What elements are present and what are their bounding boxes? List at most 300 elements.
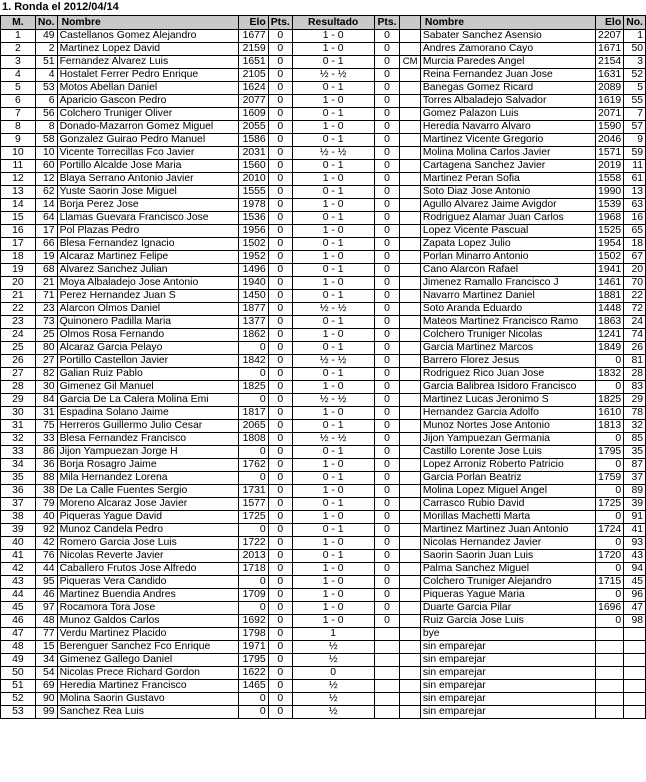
white-points-cell: 0 [268, 524, 292, 537]
black-number-cell [624, 628, 646, 641]
header-resultado: Resultado [292, 16, 374, 30]
match-number-cell: 13 [1, 186, 36, 199]
black-name-cell: sin emparejar [420, 641, 595, 654]
white-number-cell: 86 [35, 446, 57, 459]
result-cell: 1 - 0 [292, 407, 374, 420]
white-elo-cell: 1651 [238, 56, 268, 69]
black-elo-cell: 1631 [596, 69, 624, 82]
match-number-cell: 48 [1, 641, 36, 654]
black-elo-cell: 1571 [596, 147, 624, 160]
black-number-cell: 5 [624, 82, 646, 95]
result-cell: 1 - 0 [292, 173, 374, 186]
match-number-cell: 10 [1, 147, 36, 160]
black-points-cell [374, 693, 400, 706]
black-name-cell: Duarte Garcia Pilar [420, 602, 595, 615]
match-number-cell: 23 [1, 316, 36, 329]
black-number-cell: 74 [624, 329, 646, 342]
black-name-cell: sin emparejar [420, 667, 595, 680]
black-elo-cell [596, 667, 624, 680]
match-number-cell: 42 [1, 563, 36, 576]
black-number-cell: 52 [624, 69, 646, 82]
match-number-cell: 37 [1, 498, 36, 511]
white-name-cell: Llamas Guevara Francisco Jose [57, 212, 238, 225]
black-points-cell: 0 [374, 212, 400, 225]
result-cell: 0 [292, 667, 374, 680]
black-elo-cell: 1863 [596, 316, 624, 329]
white-number-cell: 76 [35, 550, 57, 563]
white-name-cell: Verdu Martinez Placido [57, 628, 238, 641]
black-name-cell: bye [420, 628, 595, 641]
white-points-cell: 0 [268, 355, 292, 368]
white-points-cell: 0 [268, 30, 292, 43]
white-points-cell: 0 [268, 589, 292, 602]
match-number-cell: 18 [1, 251, 36, 264]
black-points-cell [374, 628, 400, 641]
white-elo-cell: 1722 [238, 537, 268, 550]
table-row [1, 147, 646, 160]
title-flag-cell [400, 420, 420, 433]
result-cell: 1 - 0 [292, 615, 374, 628]
white-number-cell: 38 [35, 485, 57, 498]
white-name-cell: De La Calle Fuentes Sergio [57, 485, 238, 498]
table-row [1, 30, 646, 43]
black-name-cell: Sabater Sanchez Asensio [420, 30, 595, 43]
match-number-cell: 29 [1, 394, 36, 407]
title-flag-cell [400, 30, 420, 43]
white-number-cell: 62 [35, 186, 57, 199]
white-elo-cell: 1624 [238, 82, 268, 95]
black-number-cell: 47 [624, 602, 646, 615]
white-name-cell: Piqueras Yague David [57, 511, 238, 524]
black-points-cell: 0 [374, 615, 400, 628]
match-number-cell: 5 [1, 82, 36, 95]
white-points-cell: 0 [268, 706, 292, 719]
white-points-cell: 0 [268, 186, 292, 199]
header-nombre: Nombre [57, 16, 238, 30]
black-elo-cell: 1619 [596, 95, 624, 108]
white-elo-cell: 2065 [238, 420, 268, 433]
white-name-cell: Moya Albaladejo Jose Antonio [57, 277, 238, 290]
table-row [1, 212, 646, 225]
black-elo-cell [596, 680, 624, 693]
black-name-cell: sin emparejar [420, 654, 595, 667]
table-row [1, 407, 646, 420]
white-points-cell: 0 [268, 550, 292, 563]
result-cell: 0 - 1 [292, 160, 374, 173]
white-name-cell: Heredia Martinez Francisco [57, 680, 238, 693]
white-points-cell: 0 [268, 303, 292, 316]
white-name-cell: Herreros Guillermo Julio Cesar [57, 420, 238, 433]
white-name-cell: Gimenez Gil Manuel [57, 381, 238, 394]
match-number-cell: 19 [1, 264, 36, 277]
result-cell: 1 - 0 [292, 225, 374, 238]
table-row [1, 134, 646, 147]
white-points-cell: 0 [268, 394, 292, 407]
black-points-cell: 0 [374, 537, 400, 550]
result-cell: 0 - 1 [292, 420, 374, 433]
black-name-cell: Rodriguez Rico Juan Jose [420, 368, 595, 381]
result-cell: 1 - 0 [292, 251, 374, 264]
white-points-cell: 0 [268, 667, 292, 680]
black-number-cell: 37 [624, 472, 646, 485]
white-number-cell: 53 [35, 82, 57, 95]
white-elo-cell: 2055 [238, 121, 268, 134]
black-points-cell: 0 [374, 550, 400, 563]
white-name-cell: Munoz Candela Pedro [57, 524, 238, 537]
white-name-cell: Garcia De La Calera Molina Emi [57, 394, 238, 407]
black-points-cell: 0 [374, 147, 400, 160]
result-cell: 1 - 0 [292, 485, 374, 498]
black-elo-cell: 1724 [596, 524, 624, 537]
table-row [1, 43, 646, 56]
white-elo-cell: 2010 [238, 173, 268, 186]
result-cell: ½ - ½ [292, 394, 374, 407]
black-number-cell: 1 [624, 30, 646, 43]
title-flag-cell [400, 368, 420, 381]
black-number-cell: 24 [624, 316, 646, 329]
black-points-cell [374, 667, 400, 680]
black-elo-cell: 1849 [596, 342, 624, 355]
black-points-cell: 0 [374, 160, 400, 173]
black-name-cell: Mateos Martinez Francisco Ramo [420, 316, 595, 329]
white-name-cell: Gonzalez Guirao Pedro Manuel [57, 134, 238, 147]
title-flag-cell [400, 589, 420, 602]
match-number-cell: 31 [1, 420, 36, 433]
title-flag-cell [400, 576, 420, 589]
match-number-cell: 15 [1, 212, 36, 225]
black-elo-cell [596, 654, 624, 667]
match-number-cell: 25 [1, 342, 36, 355]
black-points-cell: 0 [374, 277, 400, 290]
white-name-cell: Alarcon Olmos Daniel [57, 303, 238, 316]
black-name-cell: Murcia Paredes Angel [420, 56, 595, 69]
title-flag-cell [400, 459, 420, 472]
table-row [1, 550, 646, 563]
white-name-cell: Gimenez Gallego Daniel [57, 654, 238, 667]
black-name-cell: Martinez Lucas Jeronimo S [420, 394, 595, 407]
black-points-cell: 0 [374, 498, 400, 511]
black-elo-cell: 1795 [596, 446, 624, 459]
black-elo-cell [596, 641, 624, 654]
black-number-cell: 28 [624, 368, 646, 381]
black-points-cell: 0 [374, 394, 400, 407]
match-number-cell: 24 [1, 329, 36, 342]
black-name-cell: Agullo Alvarez Jaime Avigdor [420, 199, 595, 212]
black-number-cell: 16 [624, 212, 646, 225]
title-flag-cell [400, 537, 420, 550]
result-cell: 1 - 0 [292, 459, 374, 472]
white-elo-cell: 1842 [238, 355, 268, 368]
title-flag-cell [400, 251, 420, 264]
title-flag-cell [400, 394, 420, 407]
white-elo-cell: 1731 [238, 485, 268, 498]
table-row [1, 433, 646, 446]
result-cell: 0 - 1 [292, 368, 374, 381]
white-elo-cell: 1577 [238, 498, 268, 511]
white-name-cell: Blesa Fernandez Ignacio [57, 238, 238, 251]
black-name-cell: Garcia Martinez Marcos [420, 342, 595, 355]
white-number-cell: 95 [35, 576, 57, 589]
title-flag-cell [400, 407, 420, 420]
white-elo-cell: 1586 [238, 134, 268, 147]
black-name-cell: Cano Alarcon Rafael [420, 264, 595, 277]
black-name-cell: Molina Lopez Miguel Angel [420, 485, 595, 498]
black-points-cell: 0 [374, 329, 400, 342]
black-number-cell: 78 [624, 407, 646, 420]
white-points-cell: 0 [268, 446, 292, 459]
match-number-cell: 14 [1, 199, 36, 212]
black-number-cell: 45 [624, 576, 646, 589]
match-number-cell: 12 [1, 173, 36, 186]
white-name-cell: Borja Perez Jose [57, 199, 238, 212]
white-number-cell: 99 [35, 706, 57, 719]
black-points-cell: 0 [374, 134, 400, 147]
title-flag-cell [400, 264, 420, 277]
white-name-cell: Vicente Torrecillas Fco Javier [57, 147, 238, 160]
white-elo-cell: 2077 [238, 95, 268, 108]
table-row [1, 199, 646, 212]
black-name-cell: Morillas Machetti Marta [420, 511, 595, 524]
match-number-cell: 9 [1, 134, 36, 147]
black-elo-cell: 0 [596, 433, 624, 446]
result-cell: 1 - 0 [292, 95, 374, 108]
white-points-cell: 0 [268, 693, 292, 706]
black-elo-cell: 0 [596, 459, 624, 472]
result-cell: ½ [292, 706, 374, 719]
title-flag-cell [400, 147, 420, 160]
white-points-cell: 0 [268, 420, 292, 433]
title-flag-cell [400, 498, 420, 511]
match-number-cell: 28 [1, 381, 36, 394]
white-number-cell: 79 [35, 498, 57, 511]
result-cell: 0 - 1 [292, 212, 374, 225]
table-header-row [1, 16, 646, 30]
white-elo-cell: 1762 [238, 459, 268, 472]
black-points-cell: 0 [374, 251, 400, 264]
white-number-cell: 58 [35, 134, 57, 147]
white-elo-cell: 1465 [238, 680, 268, 693]
white-number-cell: 54 [35, 667, 57, 680]
black-name-cell: Torres Albaladejo Salvador [420, 95, 595, 108]
title-flag-cell [400, 173, 420, 186]
white-elo-cell: 1971 [238, 641, 268, 654]
white-elo-cell: 0 [238, 524, 268, 537]
black-name-cell: Hernandez Garcia Adolfo [420, 407, 595, 420]
white-points-cell: 0 [268, 342, 292, 355]
white-name-cell: Mila Hernandez Lorena [57, 472, 238, 485]
black-elo-cell [596, 706, 624, 719]
white-name-cell: Molina Saorin Gustavo [57, 693, 238, 706]
white-elo-cell: 0 [238, 706, 268, 719]
title-flag-cell [400, 524, 420, 537]
table-row [1, 667, 646, 680]
black-name-cell: Soto Aranda Eduardo [420, 303, 595, 316]
black-points-cell: 0 [374, 95, 400, 108]
title-flag-cell [400, 641, 420, 654]
black-number-cell: 59 [624, 147, 646, 160]
white-number-cell: 2 [35, 43, 57, 56]
white-elo-cell: 0 [238, 394, 268, 407]
table-row [1, 121, 646, 134]
black-number-cell: 9 [624, 134, 646, 147]
white-points-cell: 0 [268, 459, 292, 472]
white-elo-cell: 1795 [238, 654, 268, 667]
title-flag-cell [400, 615, 420, 628]
white-elo-cell: 1718 [238, 563, 268, 576]
black-number-cell: 67 [624, 251, 646, 264]
table-row [1, 238, 646, 251]
title-flag-cell [400, 108, 420, 121]
white-name-cell: Romero Garcia Jose Luis [57, 537, 238, 550]
table-row [1, 108, 646, 121]
title-flag-cell [400, 82, 420, 95]
black-points-cell: 0 [374, 381, 400, 394]
black-points-cell: 0 [374, 43, 400, 56]
title-flag-cell: CM [400, 56, 420, 69]
result-cell: 1 - 0 [292, 277, 374, 290]
black-name-cell: Gomez Palazon Luis [420, 108, 595, 121]
match-number-cell: 1 [1, 30, 36, 43]
table-row [1, 420, 646, 433]
title-flag-cell [400, 472, 420, 485]
result-cell: 1 - 0 [292, 537, 374, 550]
black-points-cell: 0 [374, 355, 400, 368]
white-elo-cell: 1377 [238, 316, 268, 329]
title-flag-cell [400, 550, 420, 563]
title-flag-cell [400, 693, 420, 706]
white-elo-cell: 1502 [238, 238, 268, 251]
black-points-cell: 0 [374, 186, 400, 199]
table-row [1, 446, 646, 459]
black-elo-cell: 1725 [596, 498, 624, 511]
result-cell: 1 - 0 [292, 43, 374, 56]
black-number-cell: 55 [624, 95, 646, 108]
table-row [1, 173, 646, 186]
white-points-cell: 0 [268, 472, 292, 485]
table-row [1, 82, 646, 95]
white-name-cell: Moreno Alcaraz Jose Javier [57, 498, 238, 511]
table-row [1, 511, 646, 524]
match-number-cell: 30 [1, 407, 36, 420]
black-number-cell: 39 [624, 498, 646, 511]
white-points-cell: 0 [268, 680, 292, 693]
result-cell: 0 - 1 [292, 316, 374, 329]
black-elo-cell: 0 [596, 615, 624, 628]
black-elo-cell: 1715 [596, 576, 624, 589]
white-elo-cell: 1956 [238, 225, 268, 238]
result-cell: 1 - 0 [292, 329, 374, 342]
white-name-cell: Pol Plazas Pedro [57, 225, 238, 238]
result-cell: 1 - 0 [292, 381, 374, 394]
match-number-cell: 50 [1, 667, 36, 680]
match-number-cell: 21 [1, 290, 36, 303]
table-row [1, 602, 646, 615]
match-number-cell: 45 [1, 602, 36, 615]
title-flag-cell [400, 303, 420, 316]
result-cell: 0 - 1 [292, 472, 374, 485]
black-points-cell: 0 [374, 56, 400, 69]
white-number-cell: 12 [35, 173, 57, 186]
black-name-cell: Piqueras Yague Maria [420, 589, 595, 602]
table-row [1, 186, 646, 199]
result-cell: ½ [292, 654, 374, 667]
black-points-cell: 0 [374, 69, 400, 82]
black-elo-cell: 2207 [596, 30, 624, 43]
white-elo-cell: 1978 [238, 199, 268, 212]
header-elo-2: Elo [596, 16, 624, 30]
black-elo-cell: 0 [596, 485, 624, 498]
table-row [1, 316, 646, 329]
black-points-cell: 0 [374, 602, 400, 615]
result-cell: 1 - 0 [292, 199, 374, 212]
white-points-cell: 0 [268, 615, 292, 628]
black-number-cell: 65 [624, 225, 646, 238]
white-name-cell: Blesa Fernandez Francisco [57, 433, 238, 446]
result-cell: 1 - 0 [292, 589, 374, 602]
black-number-cell [624, 680, 646, 693]
black-points-cell: 0 [374, 264, 400, 277]
table-row [1, 95, 646, 108]
black-points-cell [374, 706, 400, 719]
white-points-cell: 0 [268, 498, 292, 511]
black-points-cell [374, 641, 400, 654]
table-row [1, 628, 646, 641]
black-elo-cell: 2154 [596, 56, 624, 69]
title-flag-cell [400, 342, 420, 355]
table-row [1, 264, 646, 277]
match-number-cell: 17 [1, 238, 36, 251]
black-name-cell: Rodriguez Alamar Juan Carlos [420, 212, 595, 225]
match-number-cell: 47 [1, 628, 36, 641]
match-number-cell: 46 [1, 615, 36, 628]
black-elo-cell: 1671 [596, 43, 624, 56]
result-cell: 0 - 1 [292, 524, 374, 537]
black-name-cell: Garcia Balibrea Isidoro Francisco [420, 381, 595, 394]
white-name-cell: Piqueras Vera Candido [57, 576, 238, 589]
white-points-cell: 0 [268, 563, 292, 576]
title-flag-cell [400, 134, 420, 147]
white-number-cell: 75 [35, 420, 57, 433]
white-name-cell: Castellanos Gomez Alejandro [57, 30, 238, 43]
title-flag-cell [400, 602, 420, 615]
white-number-cell: 80 [35, 342, 57, 355]
black-number-cell [624, 706, 646, 719]
white-elo-cell: 1952 [238, 251, 268, 264]
black-number-cell: 83 [624, 381, 646, 394]
white-elo-cell: 1825 [238, 381, 268, 394]
black-name-cell: sin emparejar [420, 680, 595, 693]
match-number-cell: 32 [1, 433, 36, 446]
table-row [1, 641, 646, 654]
black-number-cell: 91 [624, 511, 646, 524]
white-points-cell: 0 [268, 264, 292, 277]
black-name-cell: Colchero Truniger Nicolas [420, 329, 595, 342]
black-elo-cell [596, 693, 624, 706]
match-number-cell: 38 [1, 511, 36, 524]
white-elo-cell: 2031 [238, 147, 268, 160]
match-number-cell: 8 [1, 121, 36, 134]
black-points-cell: 0 [374, 290, 400, 303]
table-row [1, 693, 646, 706]
match-number-cell: 4 [1, 69, 36, 82]
match-number-cell: 2 [1, 43, 36, 56]
white-elo-cell: 1622 [238, 667, 268, 680]
black-number-cell: 18 [624, 238, 646, 251]
black-elo-cell: 0 [596, 381, 624, 394]
match-number-cell: 35 [1, 472, 36, 485]
title-flag-cell [400, 238, 420, 251]
black-points-cell: 0 [374, 407, 400, 420]
